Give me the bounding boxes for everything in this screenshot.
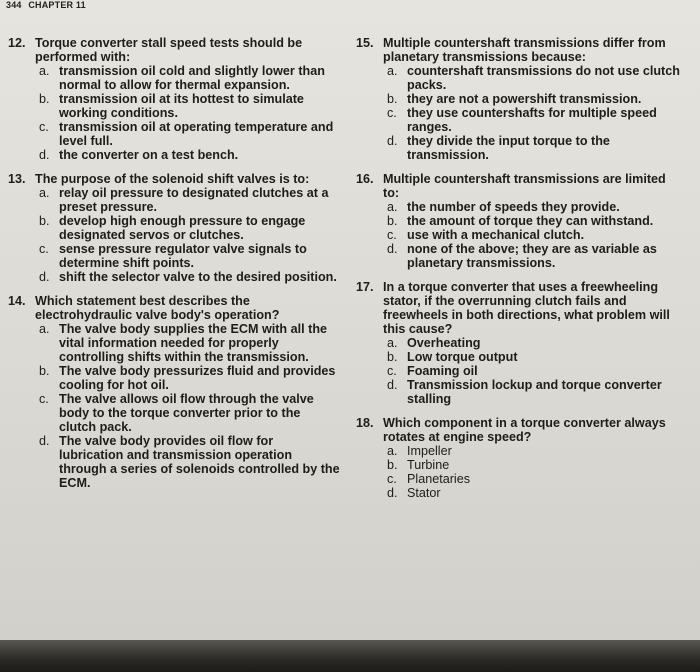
question-number: 15. <box>356 36 374 50</box>
question-13 <box>8 172 340 284</box>
answer-options <box>383 64 682 162</box>
answer-option <box>35 214 340 242</box>
answer-option <box>383 336 682 350</box>
option-letter: a. <box>387 64 398 78</box>
option-text: Stator <box>407 486 441 500</box>
option-letter: c. <box>39 120 49 134</box>
option-text: use with a mechanical clutch. <box>407 228 585 242</box>
page-number: 344 <box>6 0 22 10</box>
option-letter: b. <box>39 214 50 228</box>
answer-option <box>383 214 682 228</box>
question-text: Multiple countershaft transmissions are limited to: <box>383 172 666 200</box>
option-text: Transmission lockup and torque converter stalling <box>407 378 662 406</box>
right-column <box>356 36 682 510</box>
option-letter: d. <box>39 434 50 448</box>
question-18 <box>356 416 682 500</box>
option-letter: d. <box>387 378 398 392</box>
option-text: the amount of torque they can withstand. <box>407 214 654 228</box>
option-letter: c. <box>387 228 397 242</box>
option-text: Turbine <box>407 458 450 472</box>
option-text: Impeller <box>407 444 452 458</box>
option-text: the number of speeds they provide. <box>407 200 620 214</box>
option-text: none of the above; they are as variable as planetary transmissions. <box>407 242 657 270</box>
option-letter: b. <box>39 92 50 106</box>
question-text: The purpose of the solenoid shift valves is to: <box>35 172 310 186</box>
answer-options <box>35 186 340 284</box>
answer-option <box>383 378 682 406</box>
option-letter: b. <box>39 364 50 378</box>
option-letter: d. <box>39 270 50 284</box>
option-letter: a. <box>39 322 50 336</box>
answer-options <box>35 322 340 490</box>
question-number: 18. <box>356 416 374 430</box>
answer-option <box>383 200 682 214</box>
question-text: Which statement best describes the electrohydraulic valve body's operation? <box>35 294 280 322</box>
question-16 <box>356 172 682 270</box>
question-text: Torque converter stall speed tests should be performed with: <box>35 36 303 64</box>
question-number: 14. <box>8 294 26 308</box>
option-letter: a. <box>387 336 398 350</box>
option-letter: d. <box>387 486 398 500</box>
answer-option <box>383 458 682 472</box>
chapter-label: CHAPTER 11 <box>28 0 86 10</box>
option-text: sense pressure regulator valve signals to determine shift points. <box>59 242 307 270</box>
option-letter: b. <box>387 458 398 472</box>
answer-option <box>35 186 340 214</box>
option-letter: c. <box>387 106 397 120</box>
question-number: 12. <box>8 36 26 50</box>
answer-option <box>383 64 682 92</box>
option-letter: a. <box>39 64 50 78</box>
answer-option <box>35 364 340 392</box>
question-number: 16. <box>356 172 374 186</box>
question-text: In a torque converter that uses a freewheeling stator, if the overrunning clutch fails and freewheels in both directions, what problem will this cause? <box>383 280 670 336</box>
option-text: The valve allows oil flow through the valve body to the torque converter prior to the clutch pack. <box>59 392 314 434</box>
option-text: The valve body supplies the ECM with all the vital information needed for properly controlling shifts within the transmission. <box>59 322 328 364</box>
option-text: Low torque output <box>407 350 518 364</box>
option-text: Planetaries <box>407 472 471 486</box>
answer-options <box>383 336 682 406</box>
answer-option <box>383 228 682 242</box>
option-text: countershaft transmissions do not use clutch packs. <box>407 64 680 92</box>
question-12 <box>8 36 340 162</box>
option-letter: c. <box>39 242 49 256</box>
answer-option <box>35 434 340 490</box>
option-letter: c. <box>387 472 397 486</box>
question-number: 13. <box>8 172 26 186</box>
option-letter: c. <box>387 364 397 378</box>
answer-option <box>383 92 682 106</box>
answer-options <box>383 200 682 270</box>
option-letter: a. <box>39 186 50 200</box>
answer-option <box>383 472 682 486</box>
option-text: they divide the input torque to the transmission. <box>407 134 610 162</box>
option-letter: b. <box>387 92 398 106</box>
answer-option <box>383 134 682 162</box>
answer-option <box>35 242 340 270</box>
answer-option <box>35 148 340 162</box>
option-text: transmission oil at operating temperature and level full. <box>59 120 334 148</box>
answer-option <box>35 92 340 120</box>
answer-option <box>383 106 682 134</box>
option-text: The valve body provides oil flow for lubrication and transmission operation through a series of solenoids controlled by the ECM. <box>59 434 340 490</box>
question-17 <box>356 280 682 406</box>
option-text: develop high enough pressure to engage designated servos or clutches. <box>59 214 306 242</box>
option-text: relay oil pressure to designated clutches at a preset pressure. <box>59 186 329 214</box>
answer-option <box>35 322 340 364</box>
option-letter: c. <box>39 392 49 406</box>
option-text: the converter on a test bench. <box>59 148 239 162</box>
option-text: they are not a powershift transmission. <box>407 92 642 106</box>
option-text: they use countershafts for multiple speed ranges. <box>407 106 657 134</box>
photo-bottom-edge <box>0 640 700 672</box>
question-15 <box>356 36 682 162</box>
option-letter: a. <box>387 444 398 458</box>
question-number: 17. <box>356 280 374 294</box>
answer-options <box>383 444 682 500</box>
answer-option <box>35 270 340 284</box>
option-text: Overheating <box>407 336 481 350</box>
answer-options <box>35 64 340 162</box>
page-header <box>6 0 86 10</box>
option-letter: b. <box>387 214 398 228</box>
option-letter: a. <box>387 200 398 214</box>
answer-option <box>383 242 682 270</box>
answer-option <box>383 364 682 378</box>
answer-option <box>35 64 340 92</box>
question-text: Multiple countershaft transmissions differ from planetary transmissions because: <box>383 36 666 64</box>
left-column <box>8 36 340 500</box>
option-letter: b. <box>387 350 398 364</box>
answer-option <box>383 350 682 364</box>
answer-option <box>35 120 340 148</box>
option-text: transmission oil cold and slightly lower than normal to allow for thermal expansion. <box>59 64 325 92</box>
option-letter: d. <box>387 134 398 148</box>
option-text: transmission oil at its hottest to simulate working conditions. <box>59 92 304 120</box>
question-text: Which component in a torque converter always rotates at engine speed? <box>383 416 666 444</box>
option-text: The valve body pressurizes fluid and provides cooling for hot oil. <box>59 364 336 392</box>
answer-option <box>383 486 682 500</box>
question-14 <box>8 294 340 490</box>
option-letter: d. <box>39 148 50 162</box>
option-letter: d. <box>387 242 398 256</box>
option-text: shift the selector valve to the desired position. <box>59 270 337 284</box>
option-text: Foaming oil <box>407 364 478 378</box>
answer-option <box>383 444 682 458</box>
answer-option <box>35 392 340 434</box>
